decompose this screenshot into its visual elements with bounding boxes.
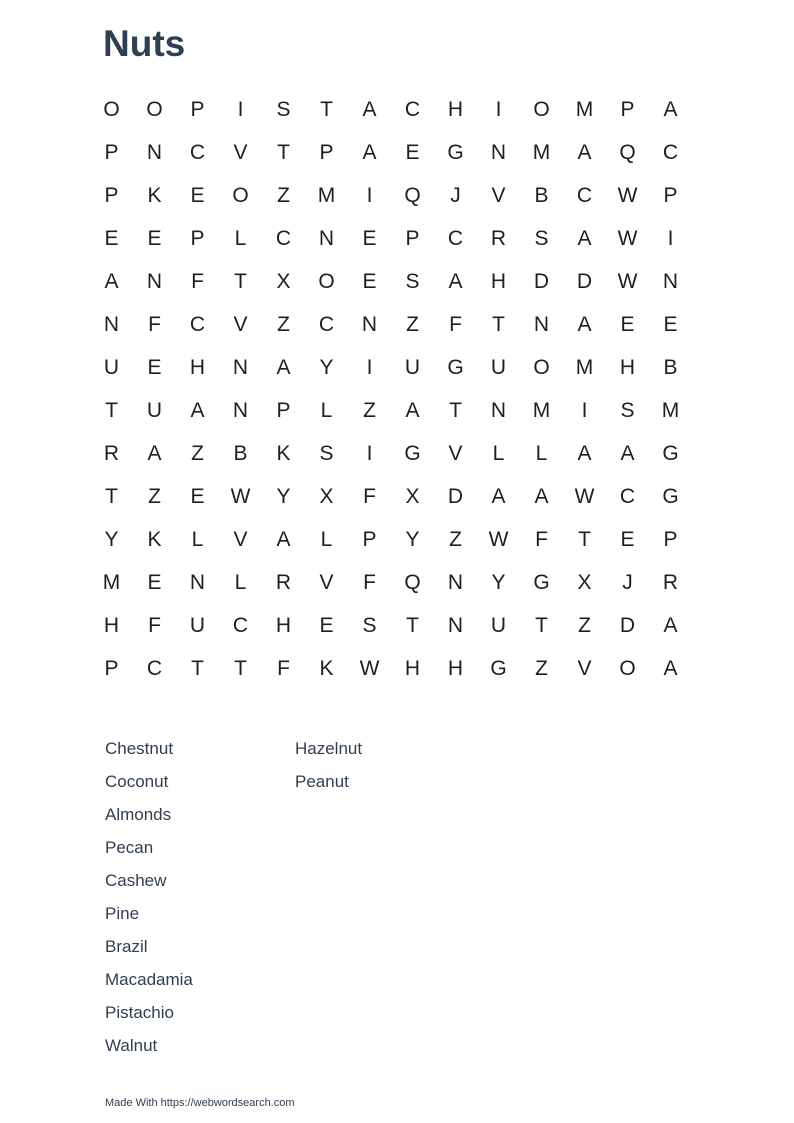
grid-cell: I bbox=[237, 98, 244, 121]
grid-cell: F bbox=[449, 313, 462, 336]
grid-cell: P bbox=[104, 141, 119, 164]
footer-credit: Made With https://webwordsearch.com bbox=[105, 1097, 295, 1109]
grid-cell: A bbox=[362, 141, 377, 164]
grid-cell: Q bbox=[404, 184, 421, 207]
grid-cell: F bbox=[535, 528, 548, 551]
grid-cell: Y bbox=[405, 528, 420, 551]
page-title: Nuts bbox=[103, 23, 186, 64]
grid-cell: G bbox=[662, 442, 679, 465]
grid-cell: N bbox=[318, 227, 335, 250]
grid-cell: B bbox=[534, 184, 549, 207]
grid-row bbox=[90, 346, 692, 389]
grid-cell: O bbox=[103, 98, 120, 121]
grid-cell: E bbox=[620, 313, 635, 336]
grid-cell: R bbox=[275, 571, 292, 594]
grid-cell: J bbox=[622, 571, 633, 594]
grid-cell: L bbox=[320, 399, 333, 422]
grid-cell: W bbox=[230, 485, 251, 508]
grid-cell: Z bbox=[191, 442, 204, 465]
grid-cell: Y bbox=[276, 485, 291, 508]
grid-cell: T bbox=[449, 399, 462, 422]
grid-cell: T bbox=[320, 98, 333, 121]
grid-cell: L bbox=[234, 227, 247, 250]
grid-row bbox=[90, 389, 692, 432]
grid-cell: A bbox=[663, 657, 678, 680]
grid-cell: N bbox=[189, 571, 206, 594]
grid-cell: M bbox=[532, 399, 551, 422]
grid-cell: V bbox=[577, 657, 592, 680]
grid-cell: P bbox=[620, 98, 635, 121]
grid-cell: N bbox=[103, 313, 120, 336]
grid-cell: F bbox=[277, 657, 290, 680]
grid-cell: P bbox=[104, 657, 119, 680]
grid-cell: P bbox=[319, 141, 334, 164]
grid-row bbox=[90, 604, 692, 647]
word-list-item: Cashew bbox=[105, 871, 167, 890]
grid-cell: P bbox=[405, 227, 420, 250]
grid-cell: V bbox=[233, 141, 248, 164]
grid-row bbox=[90, 518, 692, 561]
grid-cell: G bbox=[490, 657, 507, 680]
grid-cell: W bbox=[359, 657, 380, 680]
grid-cell: F bbox=[148, 614, 161, 637]
grid-cell: F bbox=[191, 270, 204, 293]
word-list bbox=[105, 732, 605, 1072]
grid-cell: S bbox=[534, 227, 549, 250]
grid-cell: U bbox=[404, 356, 421, 379]
grid-cell: F bbox=[363, 485, 376, 508]
grid-row bbox=[90, 88, 692, 131]
grid-row bbox=[90, 432, 692, 475]
grid-cell: G bbox=[662, 485, 679, 508]
grid-cell: A bbox=[534, 485, 549, 508]
grid-cell: E bbox=[147, 356, 162, 379]
grid-cell: K bbox=[319, 657, 334, 680]
grid-cell: E bbox=[190, 485, 205, 508]
grid-cell: V bbox=[491, 184, 506, 207]
grid-cell: W bbox=[488, 528, 509, 551]
word-list-item: Peanut bbox=[295, 772, 349, 791]
grid-cell: C bbox=[189, 141, 206, 164]
grid-cell: V bbox=[233, 528, 248, 551]
grid-cell: W bbox=[617, 270, 638, 293]
grid-cell: A bbox=[577, 227, 592, 250]
grid-row bbox=[90, 260, 692, 303]
grid-cell: D bbox=[447, 485, 464, 508]
grid-cell: A bbox=[663, 614, 678, 637]
grid-cell: Z bbox=[535, 657, 548, 680]
grid-cell: P bbox=[663, 528, 678, 551]
grid-cell: M bbox=[575, 98, 594, 121]
grid-cell: E bbox=[405, 141, 420, 164]
grid-cell: C bbox=[662, 141, 679, 164]
grid-cell: N bbox=[146, 270, 163, 293]
grid-cell: C bbox=[189, 313, 206, 336]
grid-cell: Q bbox=[619, 141, 636, 164]
grid-cell: Z bbox=[449, 528, 462, 551]
grid-cell: S bbox=[362, 614, 377, 637]
grid-cell: C bbox=[146, 657, 163, 680]
grid-cell: O bbox=[318, 270, 335, 293]
grid-cell: R bbox=[103, 442, 120, 465]
grid-cell: A bbox=[448, 270, 463, 293]
grid-cell: C bbox=[275, 227, 292, 250]
grid-cell: M bbox=[575, 356, 594, 379]
grid-cell: Z bbox=[277, 184, 290, 207]
grid-cell: A bbox=[663, 98, 678, 121]
grid-cell: N bbox=[232, 356, 249, 379]
grid-cell: N bbox=[533, 313, 550, 336]
grid-cell: A bbox=[362, 98, 377, 121]
grid-cell: H bbox=[189, 356, 206, 379]
grid-cell: C bbox=[232, 614, 249, 637]
grid-cell: S bbox=[319, 442, 334, 465]
grid-cell: R bbox=[490, 227, 507, 250]
grid-cell: H bbox=[447, 98, 464, 121]
grid-cell: Y bbox=[104, 528, 119, 551]
grid-cell: B bbox=[663, 356, 678, 379]
grid-cell: N bbox=[662, 270, 679, 293]
grid-cell: F bbox=[148, 313, 161, 336]
grid-cell: X bbox=[276, 270, 291, 293]
grid-cell: S bbox=[620, 399, 635, 422]
grid-cell: E bbox=[663, 313, 678, 336]
grid-cell: G bbox=[404, 442, 421, 465]
grid-cell: S bbox=[276, 98, 291, 121]
grid-cell: J bbox=[450, 184, 461, 207]
grid-cell: Y bbox=[319, 356, 334, 379]
grid-row bbox=[90, 131, 692, 174]
word-list-column-2 bbox=[295, 732, 485, 798]
grid-cell: L bbox=[234, 571, 247, 594]
grid-cell: C bbox=[619, 485, 636, 508]
grid-cell: W bbox=[574, 485, 595, 508]
grid-cell: N bbox=[146, 141, 163, 164]
grid-cell: T bbox=[234, 270, 247, 293]
grid-cell: N bbox=[361, 313, 378, 336]
grid-cell: I bbox=[366, 442, 373, 465]
letter-grid bbox=[90, 88, 692, 690]
grid-cell: N bbox=[490, 141, 507, 164]
grid-cell: M bbox=[102, 571, 121, 594]
grid-cell: O bbox=[533, 356, 550, 379]
grid-row bbox=[90, 475, 692, 518]
grid-cell: A bbox=[577, 141, 592, 164]
grid-cell: G bbox=[447, 356, 464, 379]
grid-cell: L bbox=[492, 442, 505, 465]
grid-cell: O bbox=[533, 98, 550, 121]
word-list-column-1 bbox=[105, 732, 295, 1062]
grid-cell: E bbox=[319, 614, 334, 637]
grid-row bbox=[90, 647, 692, 690]
word-list-item: Macadamia bbox=[105, 970, 193, 989]
grid-cell: K bbox=[276, 442, 291, 465]
grid-cell: L bbox=[535, 442, 548, 465]
grid-cell: C bbox=[447, 227, 464, 250]
grid-cell: Z bbox=[578, 614, 591, 637]
word-list-item: Brazil bbox=[105, 937, 148, 956]
grid-cell: I bbox=[667, 227, 674, 250]
grid-cell: T bbox=[234, 657, 247, 680]
grid-cell: V bbox=[319, 571, 334, 594]
grid-cell: E bbox=[362, 270, 377, 293]
grid-cell: E bbox=[147, 227, 162, 250]
grid-cell: T bbox=[406, 614, 419, 637]
grid-cell: K bbox=[147, 184, 162, 207]
grid-cell: D bbox=[533, 270, 550, 293]
grid-cell: Q bbox=[404, 571, 421, 594]
grid-cell: M bbox=[532, 141, 551, 164]
grid-cell: A bbox=[276, 528, 291, 551]
grid-cell: A bbox=[405, 399, 420, 422]
grid-cell: A bbox=[190, 399, 205, 422]
grid-cell: X bbox=[577, 571, 592, 594]
grid-cell: Z bbox=[363, 399, 376, 422]
grid-cell: K bbox=[147, 528, 162, 551]
grid-cell: Z bbox=[406, 313, 419, 336]
grid-cell: F bbox=[363, 571, 376, 594]
grid-row bbox=[90, 561, 692, 604]
grid-cell: D bbox=[619, 614, 636, 637]
grid-cell: L bbox=[191, 528, 204, 551]
grid-cell: M bbox=[317, 184, 336, 207]
grid-cell: H bbox=[619, 356, 636, 379]
grid-cell: Y bbox=[491, 571, 506, 594]
word-list-item: Coconut bbox=[105, 772, 169, 791]
grid-cell: Z bbox=[277, 313, 290, 336]
grid-cell: C bbox=[318, 313, 335, 336]
grid-cell: A bbox=[620, 442, 635, 465]
grid-cell: A bbox=[276, 356, 291, 379]
grid-cell: X bbox=[405, 485, 420, 508]
grid-cell: W bbox=[617, 227, 638, 250]
grid-cell: T bbox=[191, 657, 204, 680]
grid-cell: T bbox=[277, 141, 290, 164]
grid-cell: A bbox=[577, 313, 592, 336]
word-list-item: Walnut bbox=[105, 1036, 158, 1055]
grid-cell: O bbox=[619, 657, 636, 680]
grid-row bbox=[90, 303, 692, 346]
grid-cell: V bbox=[233, 313, 248, 336]
grid-cell: W bbox=[617, 184, 638, 207]
grid-cell: I bbox=[495, 98, 502, 121]
grid-cell: E bbox=[362, 227, 377, 250]
grid-cell: P bbox=[190, 98, 205, 121]
grid-cell: I bbox=[581, 399, 588, 422]
word-list-item: Almonds bbox=[105, 805, 172, 824]
grid-cell: E bbox=[104, 227, 119, 250]
grid-cell: T bbox=[492, 313, 505, 336]
grid-cell: T bbox=[578, 528, 591, 551]
grid-cell: E bbox=[190, 184, 205, 207]
grid-cell: O bbox=[146, 98, 163, 121]
word-list-item: Chestnut bbox=[105, 739, 174, 758]
grid-cell: A bbox=[577, 442, 592, 465]
grid-cell: R bbox=[662, 571, 679, 594]
grid-cell: B bbox=[233, 442, 248, 465]
grid-cell: T bbox=[105, 485, 118, 508]
word-list-item: Pecan bbox=[105, 838, 154, 857]
grid-cell: O bbox=[232, 184, 249, 207]
grid-cell: U bbox=[490, 356, 507, 379]
grid-cell: P bbox=[276, 399, 291, 422]
grid-cell: G bbox=[533, 571, 550, 594]
grid-cell: H bbox=[275, 614, 292, 637]
grid-cell: T bbox=[535, 614, 548, 637]
word-list-item: Hazelnut bbox=[295, 739, 363, 758]
grid-cell: V bbox=[448, 442, 463, 465]
grid-cell: C bbox=[576, 184, 593, 207]
grid-cell: N bbox=[447, 614, 464, 637]
grid-cell: U bbox=[103, 356, 120, 379]
grid-cell: U bbox=[490, 614, 507, 637]
grid-cell: X bbox=[319, 485, 334, 508]
grid-cell: U bbox=[146, 399, 163, 422]
grid-cell: A bbox=[491, 485, 506, 508]
grid-cell: P bbox=[362, 528, 377, 551]
grid-cell: A bbox=[147, 442, 162, 465]
grid-cell: H bbox=[404, 657, 421, 680]
grid-row bbox=[90, 217, 692, 260]
grid-cell: D bbox=[576, 270, 593, 293]
grid-cell: E bbox=[620, 528, 635, 551]
word-list-item: Pine bbox=[105, 904, 140, 923]
grid-cell: N bbox=[447, 571, 464, 594]
grid-cell: M bbox=[661, 399, 680, 422]
grid-cell: I bbox=[366, 184, 373, 207]
grid-cell: T bbox=[105, 399, 118, 422]
grid-cell: G bbox=[447, 141, 464, 164]
grid-cell: U bbox=[189, 614, 206, 637]
grid-cell: H bbox=[447, 657, 464, 680]
word-list-item: Pistachio bbox=[105, 1003, 174, 1022]
grid-cell: P bbox=[104, 184, 119, 207]
grid-cell: C bbox=[404, 98, 421, 121]
grid-row bbox=[90, 174, 692, 217]
grid-cell: Z bbox=[148, 485, 161, 508]
grid-cell: L bbox=[320, 528, 333, 551]
grid-cell: H bbox=[490, 270, 507, 293]
grid-cell: N bbox=[490, 399, 507, 422]
grid-cell: N bbox=[232, 399, 249, 422]
grid-cell: P bbox=[663, 184, 678, 207]
grid-cell: A bbox=[104, 270, 119, 293]
grid-cell: H bbox=[103, 614, 120, 637]
grid-cell: I bbox=[366, 356, 373, 379]
grid-cell: P bbox=[190, 227, 205, 250]
grid-cell: E bbox=[147, 571, 162, 594]
grid-cell: S bbox=[405, 270, 420, 293]
